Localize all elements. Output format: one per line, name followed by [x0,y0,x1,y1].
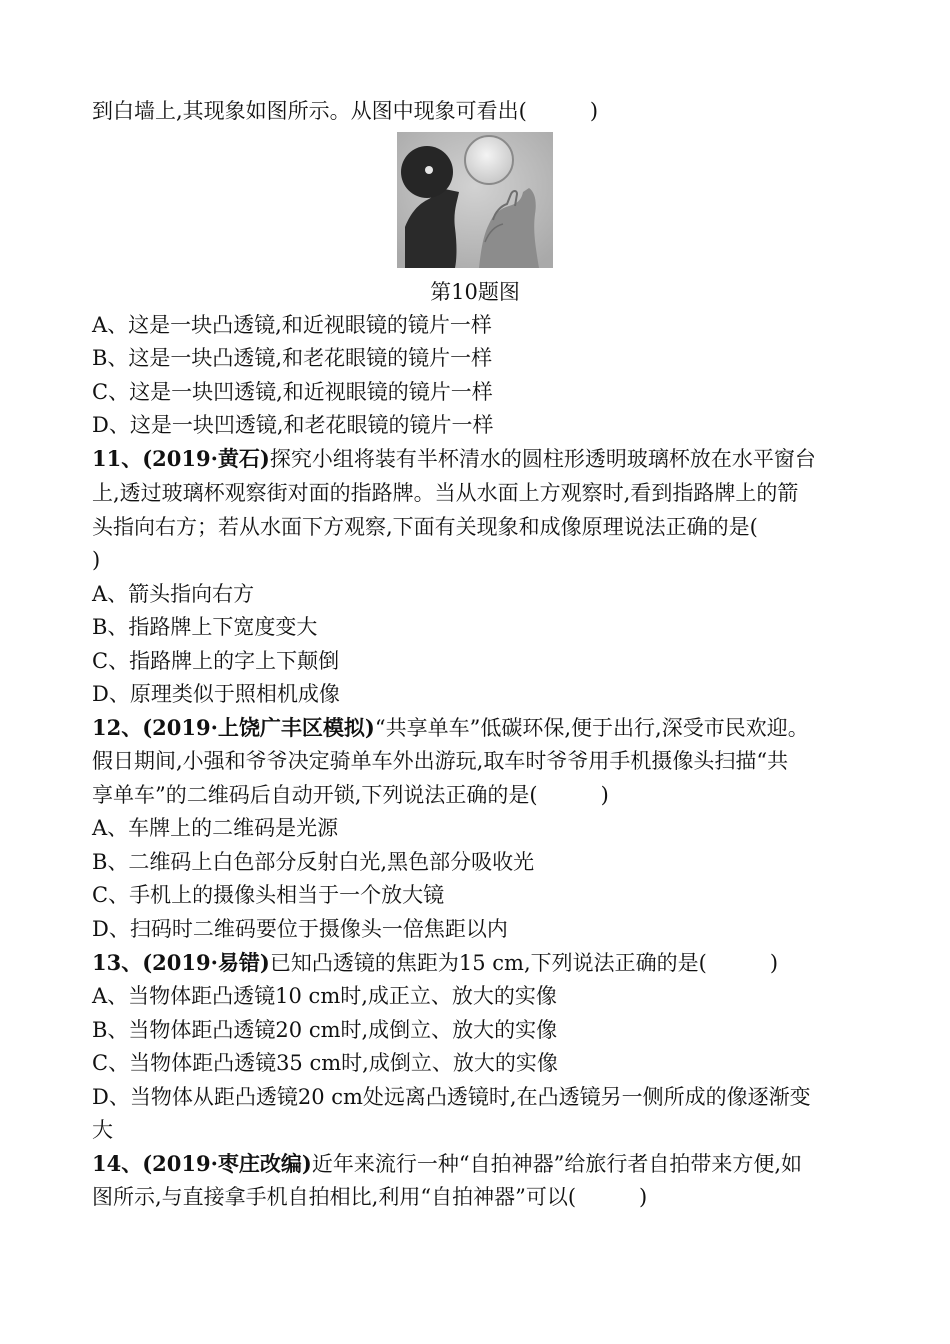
q12-stem-text: “共享单车”低碳环保,便于出行,深受市民欢迎。 [374,716,809,740]
q13-number: 13、 [92,950,143,975]
q11-stem-text: 探究小组将装有半杯清水的圆柱形透明玻璃杯放在水平窗台 [269,447,816,471]
q13-option-b: B、当物体距凸透镜20 cm时,成倒立、放大的实像 [92,1018,558,1042]
balloon-lens-photo-image [397,132,553,268]
q11-stem-line-1 [92,442,816,476]
q14-stem-line-1 [92,1147,802,1181]
q12-source: (2019·上饶广丰区模拟) [142,715,375,740]
q12-stem-line-2: 假日期间,小强和爷爷决定骑单车外出游玩,取车时爷爷用手机摄像头扫描“共 [92,749,789,773]
q14-stem-text: 近年来流行一种“自拍神器”给旅行者自拍带来方便,如 [311,1152,803,1176]
q10-option-a: A、这是一块凸透镜,和近视眼镜的镜片一样 [92,313,492,337]
q12-option-c: C、手机上的摄像头相当于一个放大镜 [92,883,445,907]
q13-option-d-continued: 大 [92,1118,113,1142]
q10-stem-tail: 到白墙上,其现象如图所示。从图中现象可看出( ) [92,99,599,123]
q10-figure-caption: 第10题图 [430,280,520,304]
q13-stem-line-1 [92,946,778,980]
q11-stem-line-2: 上,透过玻璃杯观察街对面的指路牌。当从水面上方观察时,看到指路牌上的箭 [92,481,799,505]
q12-option-d: D、扫码时二维码要位于摄像头一倍焦距以内 [92,917,508,941]
q13-option-a: A、当物体距凸透镜10 cm时,成正立、放大的实像 [92,984,557,1008]
q12-option-b: B、二维码上白色部分反射白光,黑色部分吸收光 [92,850,535,874]
q11-option-d: D、原理类似于照相机成像 [92,682,340,706]
q11-stem-line-4: ) [92,548,101,572]
q10-option-d: D、这是一块凹透镜,和老花眼镜的镜片一样 [92,413,494,437]
q13-stem-text: 已知凸透镜的焦距为15 cm,下列说法正确的是( ) [269,951,779,975]
q14-number: 14、 [92,1151,143,1176]
q12-stem-line-3: 享单车”的二维码后自动开锁,下列说法正确的是( ) [92,783,609,807]
q10-option-c: C、这是一块凹透镜,和近视眼镜的镜片一样 [92,380,493,404]
q11-number: 11、 [92,446,143,471]
q14-source: (2019·枣庄改编) [142,1151,312,1176]
q14-stem-line-2: 图所示,与直接拿手机自拍相比,利用“自拍神器”可以( ) [92,1185,648,1209]
q10-figure-balloon-lens-photo [397,132,553,268]
q11-option-c: C、指路牌上的字上下颠倒 [92,649,340,673]
q13-option-c: C、当物体距凸透镜35 cm时,成倒立、放大的实像 [92,1051,558,1075]
q11-stem-line-3: 头指向右方；若从水面下方观察,下面有关现象和成像原理说法正确的是( [92,515,758,539]
q12-stem-line-1 [92,711,809,745]
q13-option-d: D、当物体从距凸透镜20 cm处远离凸透镜时,在凸透镜另一侧所成的像逐渐变 [92,1085,811,1109]
q13-source: (2019·易错) [142,950,270,975]
q12-number: 12、 [92,715,143,740]
q10-option-b: B、这是一块凸透镜,和老花眼镜的镜片一样 [92,346,493,370]
q11-source: (2019·黄石) [142,446,270,471]
q11-option-a: A、箭头指向右方 [92,582,255,606]
q12-option-a: A、车牌上的二维码是光源 [92,816,339,840]
q11-option-b: B、指路牌上下宽度变大 [92,615,318,639]
